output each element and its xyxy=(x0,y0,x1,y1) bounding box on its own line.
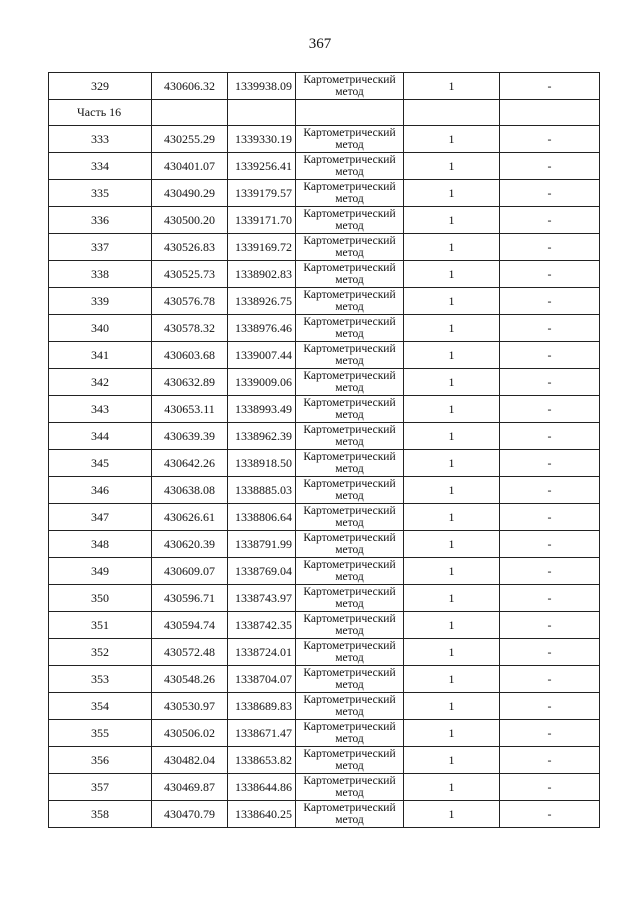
table-row xyxy=(49,747,600,774)
point-number-cell: 345 xyxy=(49,450,152,477)
note-cell: - xyxy=(500,585,600,612)
y-coordinate-cell: 1338644.86 xyxy=(228,774,296,801)
table-row xyxy=(49,666,600,693)
point-number-cell: 351 xyxy=(49,612,152,639)
table-row xyxy=(49,73,600,100)
note-cell: - xyxy=(500,207,600,234)
empty-cell xyxy=(152,100,228,126)
table-row xyxy=(49,234,600,261)
x-coordinate-cell: 430596.71 xyxy=(152,585,228,612)
accuracy-cell: 1 xyxy=(404,73,500,100)
y-coordinate-cell: 1338724.01 xyxy=(228,639,296,666)
empty-cell xyxy=(228,100,296,126)
accuracy-cell: 1 xyxy=(404,234,500,261)
accuracy-cell: 1 xyxy=(404,774,500,801)
table-row xyxy=(49,477,600,504)
coordinates-table-body xyxy=(49,73,600,828)
method-cell: Картометрический метод xyxy=(296,423,404,450)
y-coordinate-cell: 1339007.44 xyxy=(228,342,296,369)
point-number-cell: 352 xyxy=(49,639,152,666)
method-cell: Картометрический метод xyxy=(296,369,404,396)
table-row xyxy=(49,612,600,639)
accuracy-cell: 1 xyxy=(404,639,500,666)
point-number-cell: 334 xyxy=(49,153,152,180)
point-number-cell: 354 xyxy=(49,693,152,720)
table-row xyxy=(49,720,600,747)
x-coordinate-cell: 430525.73 xyxy=(152,261,228,288)
method-cell: Картометрический метод xyxy=(296,639,404,666)
x-coordinate-cell: 430506.02 xyxy=(152,720,228,747)
table-row xyxy=(49,288,600,315)
table-row xyxy=(49,531,600,558)
x-coordinate-cell: 430526.83 xyxy=(152,234,228,261)
x-coordinate-cell: 430632.89 xyxy=(152,369,228,396)
accuracy-cell: 1 xyxy=(404,801,500,828)
accuracy-cell: 1 xyxy=(404,612,500,639)
x-coordinate-cell: 430603.68 xyxy=(152,342,228,369)
y-coordinate-cell: 1339171.70 xyxy=(228,207,296,234)
x-coordinate-cell: 430548.26 xyxy=(152,666,228,693)
method-cell: Картометрический метод xyxy=(296,207,404,234)
note-cell: - xyxy=(500,423,600,450)
method-cell: Картометрический метод xyxy=(296,504,404,531)
point-number-cell: 357 xyxy=(49,774,152,801)
note-cell: - xyxy=(500,477,600,504)
y-coordinate-cell: 1338993.49 xyxy=(228,396,296,423)
point-number-cell: 338 xyxy=(49,261,152,288)
method-cell: Картометрический метод xyxy=(296,180,404,207)
accuracy-cell: 1 xyxy=(404,369,500,396)
y-coordinate-cell: 1338902.83 xyxy=(228,261,296,288)
point-number-cell: 350 xyxy=(49,585,152,612)
method-cell: Картометрический метод xyxy=(296,396,404,423)
y-coordinate-cell: 1338689.83 xyxy=(228,693,296,720)
x-coordinate-cell: 430642.26 xyxy=(152,450,228,477)
y-coordinate-cell: 1338962.39 xyxy=(228,423,296,450)
accuracy-cell: 1 xyxy=(404,288,500,315)
point-number-cell: 358 xyxy=(49,801,152,828)
x-coordinate-cell: 430401.07 xyxy=(152,153,228,180)
note-cell: - xyxy=(500,73,600,100)
table-row xyxy=(49,585,600,612)
point-number-cell: 329 xyxy=(49,73,152,100)
x-coordinate-cell: 430490.29 xyxy=(152,180,228,207)
method-cell: Картометрический метод xyxy=(296,747,404,774)
note-cell: - xyxy=(500,558,600,585)
note-cell: - xyxy=(500,180,600,207)
method-cell: Картометрический метод xyxy=(296,342,404,369)
point-number-cell: 333 xyxy=(49,126,152,153)
y-coordinate-cell: 1339179.57 xyxy=(228,180,296,207)
accuracy-cell: 1 xyxy=(404,558,500,585)
x-coordinate-cell: 430576.78 xyxy=(152,288,228,315)
point-number-cell: 353 xyxy=(49,666,152,693)
note-cell: - xyxy=(500,801,600,828)
y-coordinate-cell: 1339330.19 xyxy=(228,126,296,153)
table-row xyxy=(49,261,600,288)
method-cell: Картометрический метод xyxy=(296,315,404,342)
x-coordinate-cell: 430638.08 xyxy=(152,477,228,504)
y-coordinate-cell: 1339169.72 xyxy=(228,234,296,261)
point-number-cell: 347 xyxy=(49,504,152,531)
point-number-cell: 337 xyxy=(49,234,152,261)
method-cell: Картометрический метод xyxy=(296,126,404,153)
note-cell: - xyxy=(500,612,600,639)
section-row xyxy=(49,100,600,126)
x-coordinate-cell: 430255.29 xyxy=(152,126,228,153)
empty-cell xyxy=(404,100,500,126)
note-cell: - xyxy=(500,720,600,747)
point-number-cell: 349 xyxy=(49,558,152,585)
point-number-cell: 342 xyxy=(49,369,152,396)
note-cell: - xyxy=(500,747,600,774)
accuracy-cell: 1 xyxy=(404,126,500,153)
x-coordinate-cell: 430530.97 xyxy=(152,693,228,720)
table-row xyxy=(49,450,600,477)
method-cell: Картометрический метод xyxy=(296,73,404,100)
table-row xyxy=(49,558,600,585)
method-cell: Картометрический метод xyxy=(296,450,404,477)
accuracy-cell: 1 xyxy=(404,585,500,612)
x-coordinate-cell: 430639.39 xyxy=(152,423,228,450)
method-cell: Картометрический метод xyxy=(296,801,404,828)
accuracy-cell: 1 xyxy=(404,693,500,720)
accuracy-cell: 1 xyxy=(404,261,500,288)
method-cell: Картометрический метод xyxy=(296,153,404,180)
table-row xyxy=(49,153,600,180)
note-cell: - xyxy=(500,450,600,477)
accuracy-cell: 1 xyxy=(404,531,500,558)
x-coordinate-cell: 430609.07 xyxy=(152,558,228,585)
x-coordinate-cell: 430606.32 xyxy=(152,73,228,100)
method-cell: Картометрический метод xyxy=(296,234,404,261)
note-cell: - xyxy=(500,369,600,396)
note-cell: - xyxy=(500,531,600,558)
x-coordinate-cell: 430626.61 xyxy=(152,504,228,531)
empty-cell xyxy=(500,100,600,126)
method-cell: Картометрический метод xyxy=(296,720,404,747)
table-row xyxy=(49,369,600,396)
point-number-cell: 335 xyxy=(49,180,152,207)
method-cell: Картометрический метод xyxy=(296,666,404,693)
page-number: 367 xyxy=(308,36,332,52)
point-number-cell: 340 xyxy=(49,315,152,342)
note-cell: - xyxy=(500,666,600,693)
point-number-cell: 343 xyxy=(49,396,152,423)
y-coordinate-cell: 1338743.97 xyxy=(228,585,296,612)
point-number-cell: 341 xyxy=(49,342,152,369)
accuracy-cell: 1 xyxy=(404,180,500,207)
table-row xyxy=(49,315,600,342)
note-cell: - xyxy=(500,315,600,342)
x-coordinate-cell: 430469.87 xyxy=(152,774,228,801)
note-cell: - xyxy=(500,396,600,423)
y-coordinate-cell: 1338704.07 xyxy=(228,666,296,693)
accuracy-cell: 1 xyxy=(404,423,500,450)
accuracy-cell: 1 xyxy=(404,396,500,423)
accuracy-cell: 1 xyxy=(404,720,500,747)
point-number-cell: 346 xyxy=(49,477,152,504)
x-coordinate-cell: 430500.20 xyxy=(152,207,228,234)
note-cell: - xyxy=(500,774,600,801)
table-row xyxy=(49,396,600,423)
method-cell: Картометрический метод xyxy=(296,558,404,585)
y-coordinate-cell: 1338640.25 xyxy=(228,801,296,828)
table-row xyxy=(49,639,600,666)
accuracy-cell: 1 xyxy=(404,342,500,369)
method-cell: Картометрический метод xyxy=(296,477,404,504)
y-coordinate-cell: 1339938.09 xyxy=(228,73,296,100)
note-cell: - xyxy=(500,639,600,666)
note-cell: - xyxy=(500,234,600,261)
method-cell: Картометрический метод xyxy=(296,261,404,288)
method-cell: Картометрический метод xyxy=(296,585,404,612)
y-coordinate-cell: 1338926.75 xyxy=(228,288,296,315)
y-coordinate-cell: 1338885.03 xyxy=(228,477,296,504)
table-row xyxy=(49,342,600,369)
accuracy-cell: 1 xyxy=(404,153,500,180)
y-coordinate-cell: 1338769.04 xyxy=(228,558,296,585)
table-row xyxy=(49,423,600,450)
y-coordinate-cell: 1338806.64 xyxy=(228,504,296,531)
note-cell: - xyxy=(500,153,600,180)
table-row xyxy=(49,504,600,531)
method-cell: Картометрический метод xyxy=(296,612,404,639)
point-number-cell: 348 xyxy=(49,531,152,558)
y-coordinate-cell: 1338742.35 xyxy=(228,612,296,639)
method-cell: Картометрический метод xyxy=(296,774,404,801)
y-coordinate-cell: 1338671.47 xyxy=(228,720,296,747)
x-coordinate-cell: 430594.74 xyxy=(152,612,228,639)
y-coordinate-cell: 1339009.06 xyxy=(228,369,296,396)
x-coordinate-cell: 430620.39 xyxy=(152,531,228,558)
note-cell: - xyxy=(500,342,600,369)
table-row xyxy=(49,207,600,234)
y-coordinate-cell: 1338653.82 xyxy=(228,747,296,774)
accuracy-cell: 1 xyxy=(404,315,500,342)
accuracy-cell: 1 xyxy=(404,450,500,477)
y-coordinate-cell: 1338791.99 xyxy=(228,531,296,558)
y-coordinate-cell: 1338976.46 xyxy=(228,315,296,342)
method-cell: Картометрический метод xyxy=(296,531,404,558)
note-cell: - xyxy=(500,504,600,531)
point-number-cell: 336 xyxy=(49,207,152,234)
note-cell: - xyxy=(500,261,600,288)
accuracy-cell: 1 xyxy=(404,477,500,504)
y-coordinate-cell: 1338918.50 xyxy=(228,450,296,477)
accuracy-cell: 1 xyxy=(404,207,500,234)
x-coordinate-cell: 430578.32 xyxy=(152,315,228,342)
accuracy-cell: 1 xyxy=(404,504,500,531)
x-coordinate-cell: 430470.79 xyxy=(152,801,228,828)
note-cell: - xyxy=(500,693,600,720)
x-coordinate-cell: 430653.11 xyxy=(152,396,228,423)
point-number-cell: 355 xyxy=(49,720,152,747)
accuracy-cell: 1 xyxy=(404,666,500,693)
method-cell: Картометрический метод xyxy=(296,693,404,720)
x-coordinate-cell: 430572.48 xyxy=(152,639,228,666)
empty-cell xyxy=(296,100,404,126)
accuracy-cell: 1 xyxy=(404,747,500,774)
table-row xyxy=(49,693,600,720)
point-number-cell: 344 xyxy=(49,423,152,450)
y-coordinate-cell: 1339256.41 xyxy=(228,153,296,180)
table-row xyxy=(49,126,600,153)
coordinates-table xyxy=(48,72,600,828)
point-number-cell: 356 xyxy=(49,747,152,774)
x-coordinate-cell: 430482.04 xyxy=(152,747,228,774)
table-row xyxy=(49,774,600,801)
note-cell: - xyxy=(500,288,600,315)
table-row xyxy=(49,801,600,828)
note-cell: - xyxy=(500,126,600,153)
method-cell: Картометрический метод xyxy=(296,288,404,315)
table-row xyxy=(49,180,600,207)
section-label-cell: Часть 16 xyxy=(49,100,152,126)
point-number-cell: 339 xyxy=(49,288,152,315)
